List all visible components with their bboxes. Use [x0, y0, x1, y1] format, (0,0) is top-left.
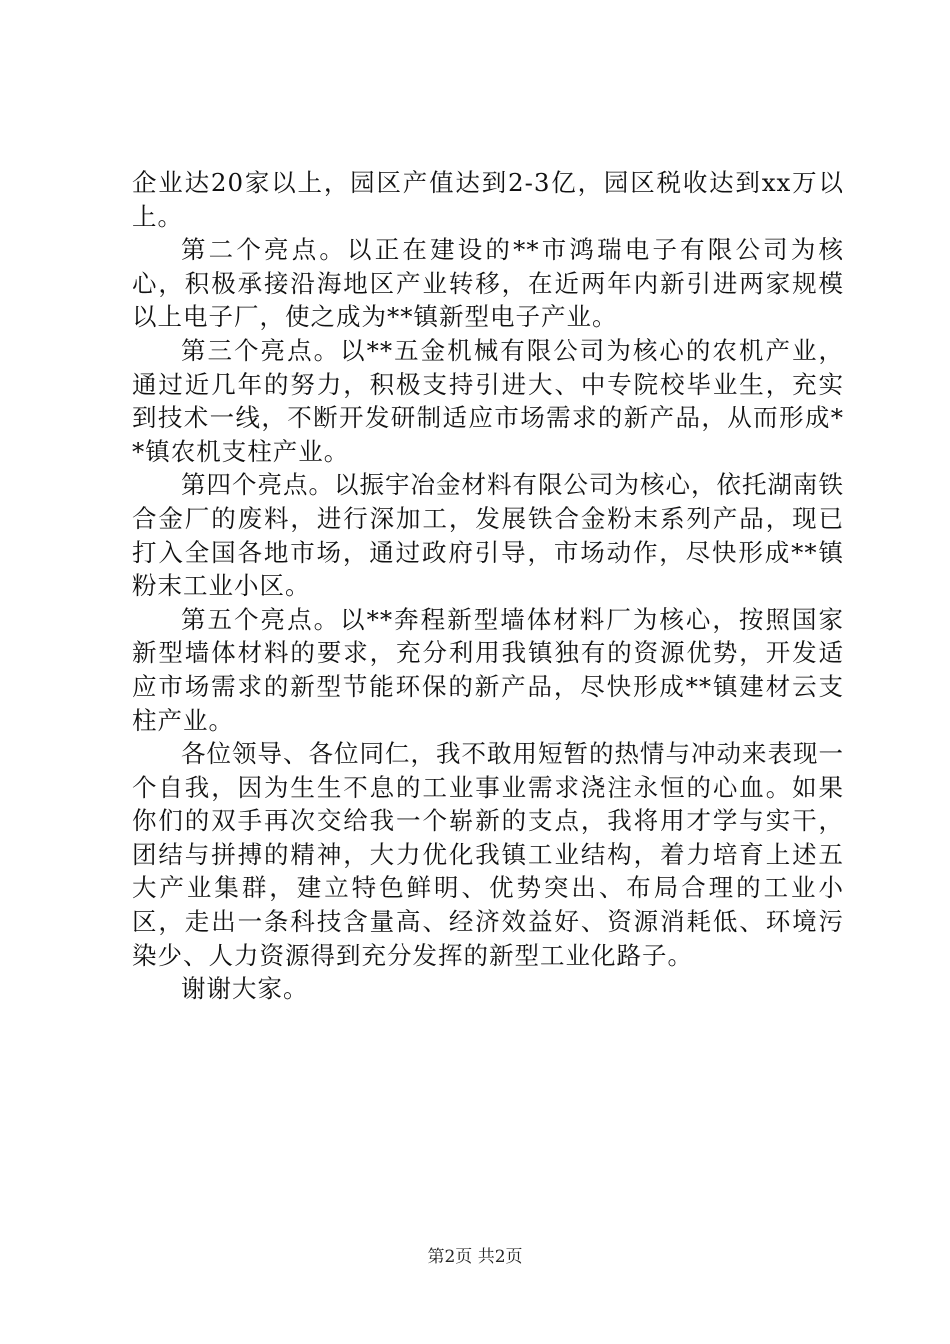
- paragraph-highlight-2: 第二个亮点。以正在建设的**市鸿瑞电子有限公司为核心，积极承接沿海地区产业转移，在近两年内新引进两家规模以上电子厂，使之成为**镇新型电子产业。: [132, 235, 844, 332]
- paragraph-closing-remarks: 各位领导、各位同仁，我不敢用短暂的热情与冲动来表现一个自我，因为生生不息的工业事业需求浇注永恒的心血。如果你们的双手再次交给我一个崭新的支点，我将用才学与实干，团结与拼搏的精神，大力优化我镇工业结构，着力培育上述五大产业集群，建立特色鲜明、优势突出、布局合理的工业小区，走出一条科技含量高、经济效益好、资源消耗低、环境污染少、人力资源得到充分发挥的新型工业化路子。: [132, 739, 844, 970]
- paragraph-highlight-5: 第五个亮点。以**奔程新型墙体材料厂为核心，按照国家新型墙体材料的要求，充分利用我镇独有的资源优势，开发适应市场需求的新型节能环保的新产品，尽快形成**镇建材云支柱产业。: [132, 604, 844, 735]
- paragraph-continuation: 企业达20家以上，园区产值达到2-3亿，园区税收达到xx万以上。: [132, 168, 844, 231]
- paragraph-highlight-4: 第四个亮点。以振宇冶金材料有限公司为核心，依托湖南铁合金厂的废料，进行深加工，发展铁合金粉末系列产品，现已打入全国各地市场，通过政府引导，市场动作，尽快形成**镇粉末工业小区。: [132, 470, 844, 601]
- document-body: [132, 166, 844, 1006]
- paragraph-thanks: 谢谢大家。: [181, 974, 309, 1004]
- paragraph-highlight-3: 第三个亮点。以**五金机械有限公司为核心的农机产业，通过近几年的努力，积极支持引进大、中专院校毕业生，充实到技术一线，不断开发研制适应市场需求的新产品，从而形成**镇农机支柱产业。: [132, 335, 844, 466]
- page-number-footer: 第2页 共2页: [427, 1247, 523, 1267]
